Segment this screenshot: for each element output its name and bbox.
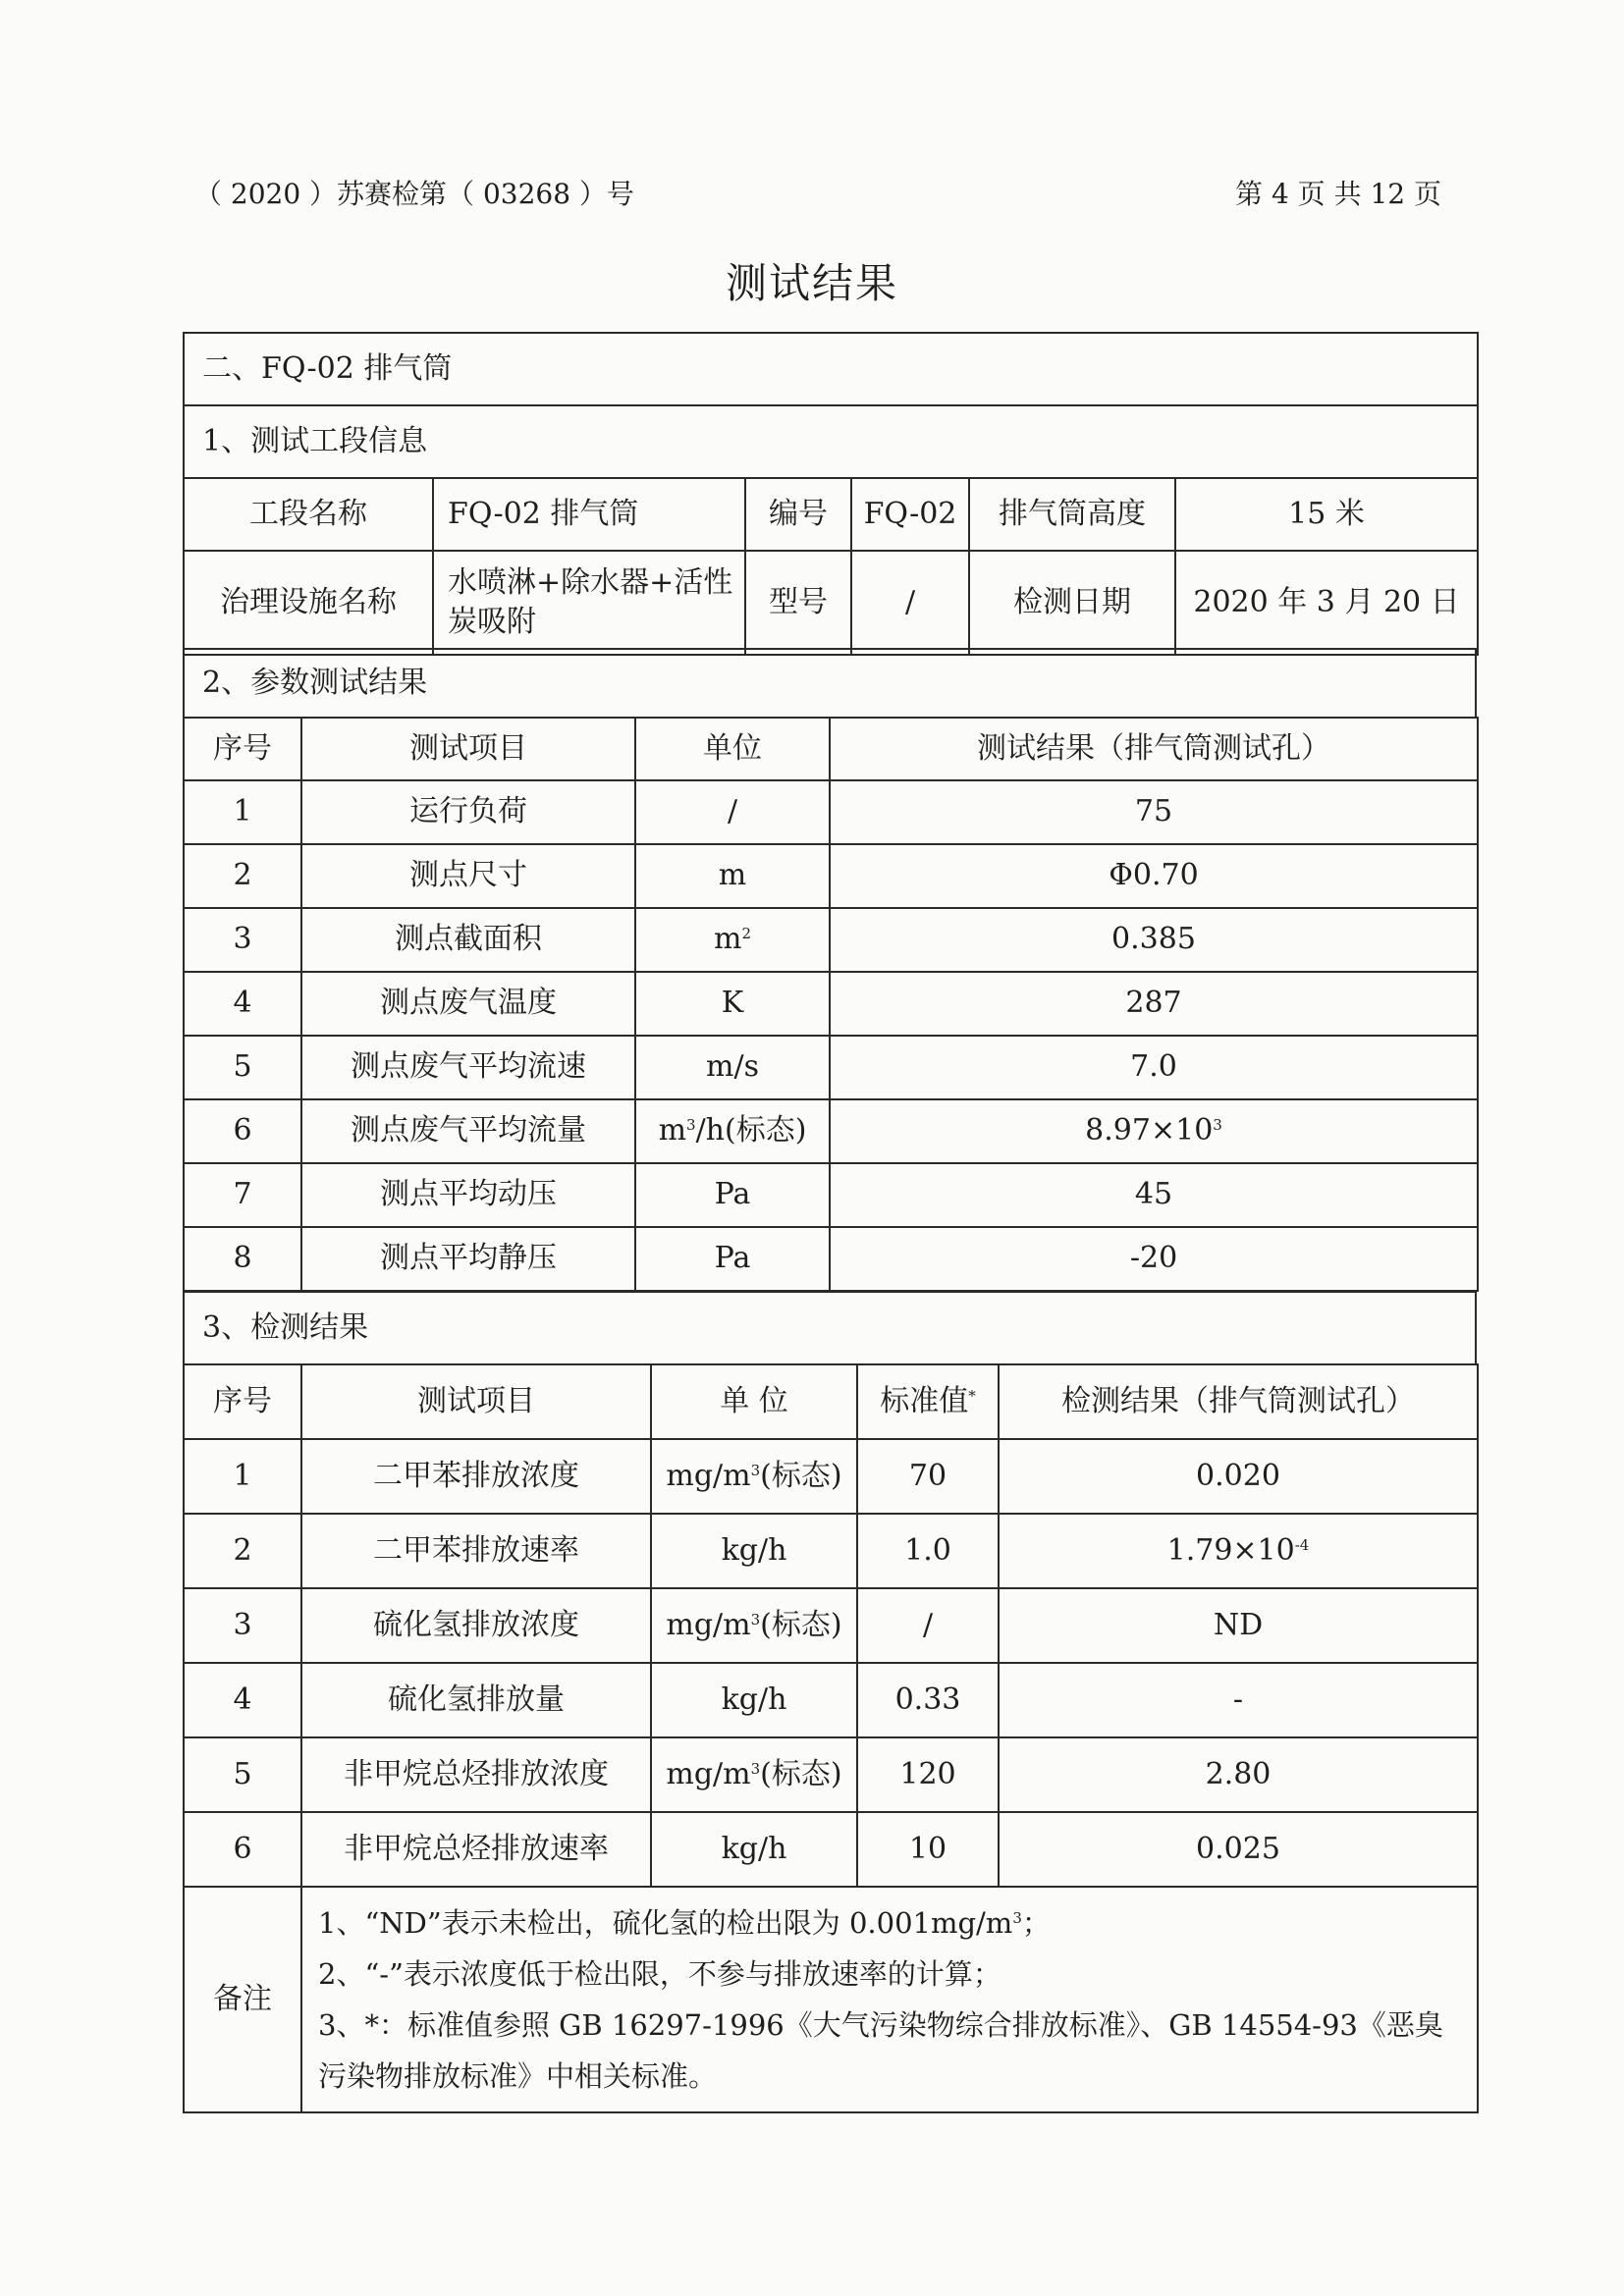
param-col-item: 测试项目 [301, 718, 635, 780]
param-result: 75 [830, 780, 1478, 844]
param-item: 测点尺寸 [301, 844, 635, 908]
param-item: 测点废气平均流速 [301, 1036, 635, 1099]
section-main-row [184, 333, 1478, 405]
remarks-row [184, 1887, 1478, 2112]
stage-row-2 [184, 551, 1478, 655]
detect-row [184, 1812, 1478, 1887]
param-no: 8 [184, 1227, 301, 1291]
param-result: 0.385 [830, 908, 1478, 972]
detect-std: 70 [857, 1439, 999, 1514]
param-row [184, 908, 1478, 972]
param-no: 3 [184, 908, 301, 972]
detect-row [184, 1588, 1478, 1663]
section1-row [184, 405, 1478, 478]
parameter-results-table [183, 717, 1479, 1292]
detect-row [184, 1663, 1478, 1737]
param-item: 测点平均动压 [301, 1163, 635, 1227]
param-item: 测点平均静压 [301, 1227, 635, 1291]
cell-facility: 水喷淋+除水器+活性炭吸附 [433, 551, 745, 655]
detect-col-std-label: 标准值 [880, 1383, 969, 1418]
section2-heading-table [183, 648, 1477, 719]
cell-test-date: 2020 年 3 月 20 日 [1175, 551, 1478, 655]
detect-col-result: 检测结果（排气筒测试孔） [999, 1364, 1478, 1439]
detect-no: 1 [184, 1439, 301, 1514]
cell-model: / [851, 551, 969, 655]
param-header-row [184, 718, 1478, 780]
page-info: 第 4 页 共 12 页 [1235, 178, 1441, 210]
param-row [184, 1099, 1478, 1163]
remarks-text [301, 1887, 1478, 2112]
param-result: Φ0.70 [830, 844, 1478, 908]
param-no: 5 [184, 1036, 301, 1099]
section-main-heading: 二、FQ-02 排气筒 [184, 333, 1478, 405]
detect-result: 0.020 [999, 1439, 1478, 1514]
param-result: $8.97\times 10^3$ [830, 1099, 1478, 1163]
cell-stage-name-label: 工段名称 [184, 478, 433, 551]
param-result: 45 [830, 1163, 1478, 1227]
std-footnote-mark: * [968, 1386, 976, 1405]
param-result: 287 [830, 972, 1478, 1036]
detect-unit: $mg/m^3$(标态) [651, 1737, 857, 1812]
detect-unit: $mg/m^3$(标态) [651, 1439, 857, 1514]
cell-facility-label: 治理设施名称 [184, 551, 433, 655]
param-unit: Pa [635, 1163, 830, 1227]
detect-result: $1.79\times 10^{-4}$ [999, 1514, 1478, 1588]
detect-unit: kg/h [651, 1812, 857, 1887]
detect-col-item: 测试项目 [301, 1364, 651, 1439]
detect-item: 二甲苯排放浓度 [301, 1439, 651, 1514]
detect-col-std [857, 1364, 999, 1439]
detect-item: 硫化氢排放浓度 [301, 1588, 651, 1663]
remark-line-1: 1、“ND”表示未检出，硫化氢的检出限为 $0.001mg/m^3$； [318, 1906, 1051, 1940]
detect-col-unit: 单 位 [651, 1364, 857, 1439]
detect-result: ND [999, 1588, 1478, 1663]
section3-heading-table [183, 1291, 1477, 1365]
detect-std: 10 [857, 1812, 999, 1887]
detect-col-no: 序号 [184, 1364, 301, 1439]
param-row [184, 1227, 1478, 1291]
cell-stack-height-label: 排气筒高度 [969, 478, 1175, 551]
detect-unit: kg/h [651, 1663, 857, 1737]
detect-no: 5 [184, 1737, 301, 1812]
param-unit: / [635, 780, 830, 844]
cell-model-label: 型号 [745, 551, 851, 655]
param-result: -20 [830, 1227, 1478, 1291]
param-item: 测点废气温度 [301, 972, 635, 1036]
stage-row-1 [184, 478, 1478, 551]
detect-unit: kg/h [651, 1514, 857, 1588]
detect-no: 4 [184, 1663, 301, 1737]
detect-row [184, 1737, 1478, 1812]
detect-item: 非甲烷总烃排放浓度 [301, 1737, 651, 1812]
section3-heading: 3、检测结果 [184, 1292, 1476, 1364]
param-no: 7 [184, 1163, 301, 1227]
detect-row [184, 1514, 1478, 1588]
detect-std: 1.0 [857, 1514, 999, 1588]
param-unit: Pa [635, 1227, 830, 1291]
param-no: 6 [184, 1099, 301, 1163]
param-row [184, 1163, 1478, 1227]
detect-no: 2 [184, 1514, 301, 1588]
param-item: 运行负荷 [301, 780, 635, 844]
param-no: 4 [184, 972, 301, 1036]
cell-code: FQ-02 [851, 478, 969, 551]
section2-heading: 2、参数测试结果 [184, 649, 1476, 718]
detect-header-row [184, 1364, 1478, 1439]
param-result: 7.0 [830, 1036, 1478, 1099]
stage-info-table [183, 332, 1479, 656]
param-row [184, 1036, 1478, 1099]
detect-no: 6 [184, 1812, 301, 1887]
detect-std: 0.33 [857, 1663, 999, 1737]
param-col-result: 测试结果（排气筒测试孔） [830, 718, 1478, 780]
detect-std: / [857, 1588, 999, 1663]
remark-line-2: 2、“-”表示浓度低于检出限，不参与排放速率的计算； [318, 1957, 1001, 1991]
param-item: 测点截面积 [301, 908, 635, 972]
detect-item: 硫化氢排放量 [301, 1663, 651, 1737]
param-no: 1 [184, 780, 301, 844]
cell-test-date-label: 检测日期 [969, 551, 1175, 655]
detect-item: 二甲苯排放速率 [301, 1514, 651, 1588]
cell-code-label: 编号 [745, 478, 851, 551]
remarks-label: 备注 [184, 1887, 301, 2112]
section1-heading: 1、测试工段信息 [184, 405, 1478, 478]
report-number: （ 2020 ）苏赛检第（ 03268 ）号 [194, 178, 634, 210]
cell-stage-name: FQ-02 排气筒 [433, 478, 745, 551]
param-unit: m/s [635, 1036, 830, 1099]
detect-std: 120 [857, 1737, 999, 1812]
param-row [184, 972, 1478, 1036]
detect-row [184, 1439, 1478, 1514]
param-unit: $m^2$ [635, 908, 830, 972]
param-col-unit: 单位 [635, 718, 830, 780]
detect-unit: $mg/m^3$(标态) [651, 1588, 857, 1663]
detect-no: 3 [184, 1588, 301, 1663]
cell-stack-height: 15 米 [1175, 478, 1478, 551]
param-unit: $m^3/h$(标态) [635, 1099, 830, 1163]
param-row [184, 844, 1478, 908]
param-item: 测点废气平均流量 [301, 1099, 635, 1163]
detect-result: 0.025 [999, 1812, 1478, 1887]
param-unit: K [635, 972, 830, 1036]
remark-line-3: 3、*：标准值参照 GB 16297-1996《大气污染物综合排放标准》、GB 14554-93《恶臭污染物排放标准》中相关标准。 [318, 2008, 1443, 2093]
page-title: 测试结果 [725, 259, 898, 307]
detection-results-table [183, 1363, 1479, 2113]
param-unit: m [635, 844, 830, 908]
param-row [184, 780, 1478, 844]
param-col-no: 序号 [184, 718, 301, 780]
detect-item: 非甲烷总烃排放速率 [301, 1812, 651, 1887]
detect-result: 2.80 [999, 1737, 1478, 1812]
detect-result: - [999, 1663, 1478, 1737]
param-no: 2 [184, 844, 301, 908]
